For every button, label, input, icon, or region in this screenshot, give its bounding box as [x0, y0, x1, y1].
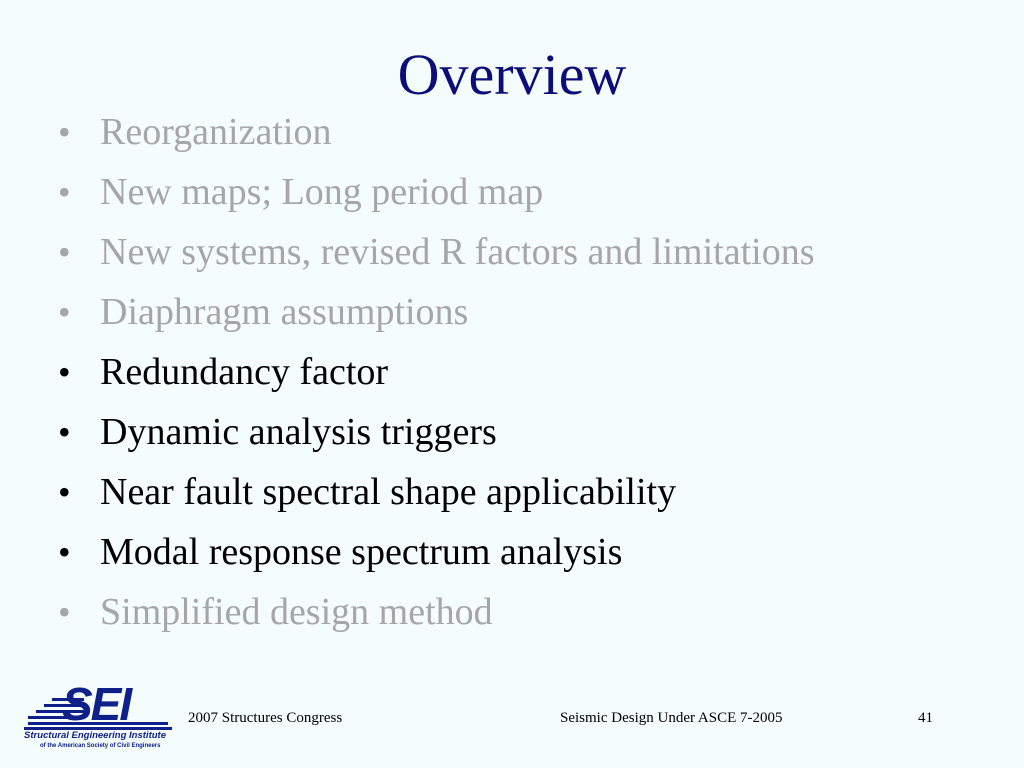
bullet-icon: • [58, 232, 71, 272]
bullet-item [58, 342, 815, 402]
bullet-item [58, 582, 815, 642]
bullet-item [58, 522, 815, 582]
slide-title: Overview [397, 42, 627, 107]
footer-center-text: Seismic Design Under ASCE 7-2005 [560, 710, 783, 726]
bullet-text: Simplified design method [100, 591, 493, 633]
bullet-text: New maps; Long period map [100, 171, 544, 213]
bullet-item [58, 102, 815, 162]
bullet-list [58, 102, 815, 642]
bullet-item [58, 222, 815, 282]
page-number: 41 [918, 710, 933, 726]
sei-wordmark: SEI [62, 678, 131, 730]
bullet-text: Dynamic analysis triggers [100, 411, 497, 453]
bullet-icon: • [58, 112, 71, 152]
bullet-item [58, 282, 815, 342]
bullet-icon: • [58, 172, 71, 212]
logo-subtitle: Structural Engineering Institute [24, 730, 166, 741]
bullet-text: New systems, revised R factors and limitations [100, 231, 815, 273]
bullet-icon: • [58, 412, 71, 452]
bullet-text: Near fault spectral shape applicability [100, 471, 677, 513]
bullet-item [58, 402, 815, 462]
bullet-text: Diaphragm assumptions [100, 291, 469, 333]
bullet-item [58, 162, 815, 222]
bullet-text: Modal response spectrum analysis [100, 531, 623, 573]
bullet-icon: • [58, 292, 71, 332]
logo-subtitle-small: of the American Society of Civil Engineers [40, 743, 161, 749]
bullet-text: Reorganization [100, 111, 332, 153]
bullet-icon: • [58, 532, 71, 572]
bullet-text: Redundancy factor [100, 351, 389, 393]
bullet-icon: • [58, 592, 71, 632]
bullet-item [58, 462, 815, 522]
bullet-icon: • [58, 472, 71, 512]
bullet-icon: • [58, 352, 71, 392]
footer-left-text: 2007 Structures Congress [188, 710, 343, 726]
